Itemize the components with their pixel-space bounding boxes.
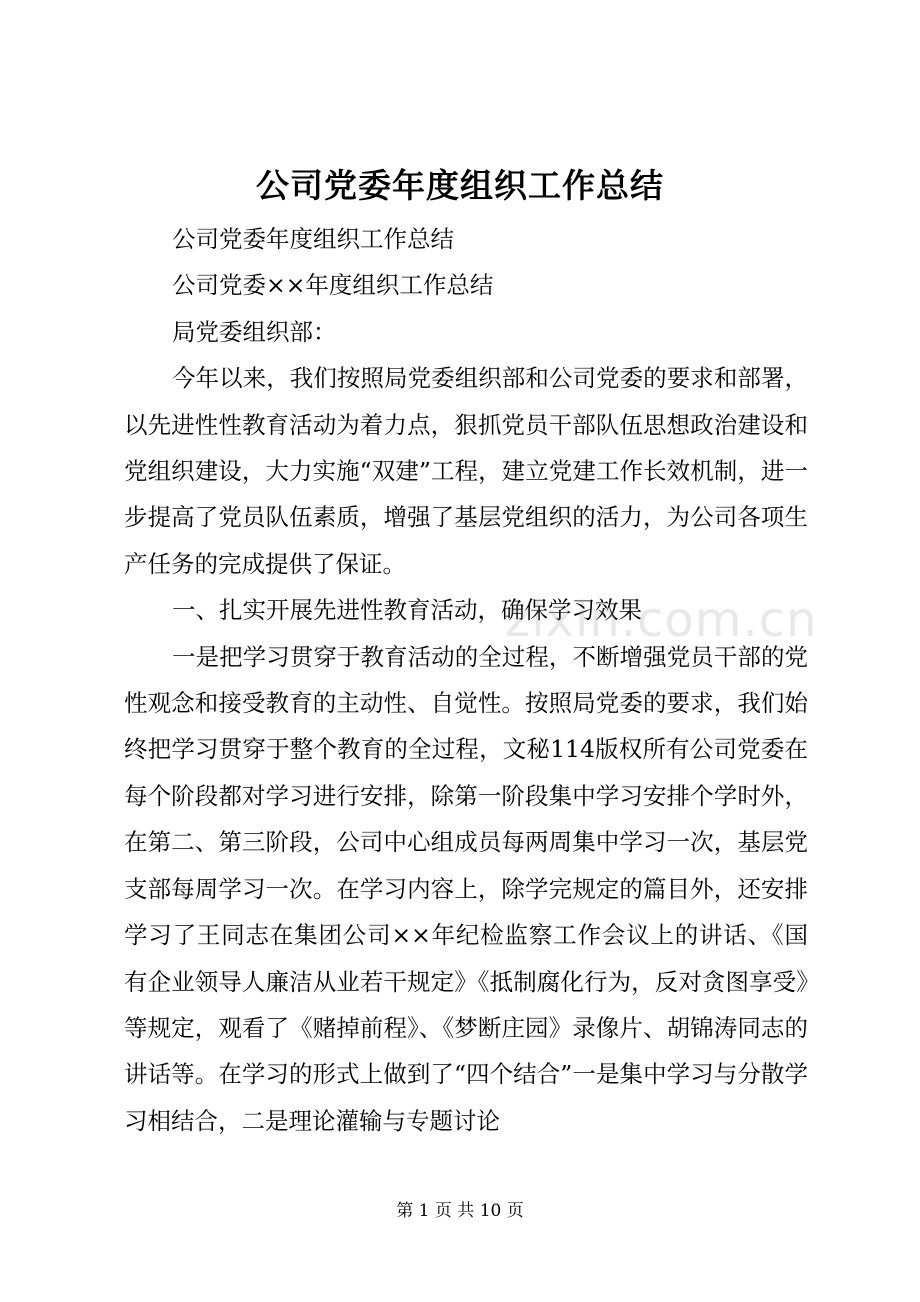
paragraph-study: 一是把学习贯穿于教育活动的全过程，不断增强党员干部的党性观念和接受教育的主动性、自觉性。按照局党委的要求，我们始终把学习贯穿于整个教育的全过程，文秘114版权所有公司党委在每个阶段都对学习进行安排，除第一阶段集中学习安排个学时外，在第二、第三阶段，公司中心组成员每两周集中学习一次，基层党支部每周学习一次。在学习内容上，除学完规定的篇目外，还安排学习了王同志在集团公司××年纪检监察工作会议上的讲话、《国有企业领导人廉洁从业若干规定》《抵制腐化行为，反对贪图享受》等规定，观看了《赌掉前程》、《梦断庄园》录像片、胡锦涛同志的讲话等。在学习的形式上做到了“四个结合”一是集中学习与分散学习相结合，二是理论灌输与专题讨论 xyxy=(124,642,808,1135)
page-footer: 第 1 页 共 10 页 xyxy=(396,1201,524,1221)
paragraph-intro: 今年以来，我们按照局党委组织部和公司党委的要求和部署，以先进性性教育活动为着力点，狠抓党员干部队伍思想政治建设和党组织建设，大力实施“双建”工程，建立党建工作长效机制，进一步提高了党员队伍素质，增强了基层党组织的活力，为公司各项生产任务的完成提供了保证。 xyxy=(124,364,808,578)
paragraph-subtitle: 公司党委年度组织工作总结 xyxy=(172,225,454,253)
document-title: 公司党委年度组织工作总结 xyxy=(256,166,664,205)
paragraph-year-title: 公司党委××年度组织工作总结 xyxy=(172,271,494,300)
paragraph-addressee: 局党委组织部： xyxy=(172,317,337,346)
document-body xyxy=(124,216,808,1144)
watermark: zixin.com.cn xyxy=(505,592,818,648)
section-heading-1: 一、扎实开展先进性教育活动，确保学习效果 xyxy=(172,596,642,625)
